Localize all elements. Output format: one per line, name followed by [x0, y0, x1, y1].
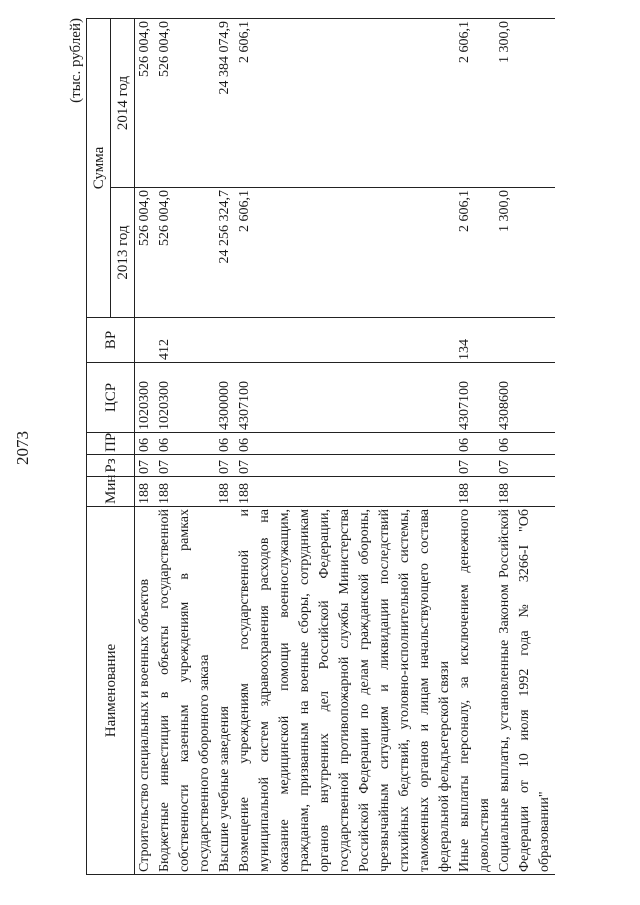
cell-csr: 4308600 [495, 363, 555, 433]
cell-name: Социальные выплаты, установленные Законом Российской Федерации от 10 июля 1992 года № 3266-I "Об образовании" [495, 507, 555, 875]
header-name: Наименование [87, 507, 135, 875]
header-pr: ПР [87, 433, 135, 455]
table-row [135, 18, 156, 874]
cell-name: Бюджетные инвестиции в объекты государственной собственности казенным учреждениям в рамках государственного оборонного заказа [155, 507, 215, 875]
cell-csr: 1020300 [135, 363, 156, 433]
cell-rz: 07 [155, 455, 215, 477]
cell-min: 188 [455, 477, 495, 507]
cell-y2013: 526 004,0 [155, 188, 215, 318]
cell-y2014: 1 300,0 [495, 18, 555, 187]
cell-y2013: 24 256 324,7 [215, 188, 235, 318]
cell-name: Высшие учебные заведения [215, 507, 235, 875]
cell-pr: 06 [155, 433, 215, 455]
cell-min: 188 [135, 477, 156, 507]
cell-min: 188 [495, 477, 555, 507]
cell-y2014: 24 384 074,9 [215, 18, 235, 187]
units-label: (тыс. рублей) [68, 18, 84, 103]
cell-y2014: 2 606,1 [455, 18, 495, 187]
cell-rz: 07 [135, 455, 156, 477]
cell-vr [135, 318, 156, 363]
header-sum: Сумма [87, 18, 111, 317]
cell-min: 188 [235, 477, 455, 507]
cell-min: 188 [215, 477, 235, 507]
table-row [215, 18, 235, 874]
page-number-text: 2073 [13, 431, 32, 465]
cell-y2013: 526 004,0 [135, 188, 156, 318]
budget-table [86, 18, 555, 875]
cell-pr: 06 [235, 433, 455, 455]
table-row [155, 18, 215, 874]
header-csr: ЦСР [87, 363, 135, 433]
cell-pr: 06 [455, 433, 495, 455]
header-vr: ВР [87, 318, 135, 363]
header-min: Мин [87, 477, 135, 507]
table-row [495, 18, 555, 874]
header-year-2013: 2013 год [111, 188, 135, 318]
header-year-2014: 2014 год [111, 18, 135, 187]
cell-vr: 412 [155, 318, 215, 363]
cell-pr: 06 [135, 433, 156, 455]
cell-vr [215, 318, 235, 363]
cell-csr: 4300000 [215, 363, 235, 433]
cell-rz: 07 [495, 455, 555, 477]
table-header-row [87, 18, 111, 874]
cell-y2014: 526 004,0 [155, 18, 215, 187]
table-body [135, 18, 556, 874]
cell-y2014: 526 004,0 [135, 18, 156, 187]
cell-vr [495, 318, 555, 363]
cell-csr: 1020300 [155, 363, 215, 433]
cell-vr [235, 318, 455, 363]
cell-csr: 4307100 [455, 363, 495, 433]
cell-y2013: 2 606,1 [235, 188, 455, 318]
cell-rz: 07 [455, 455, 495, 477]
cell-rz: 07 [235, 455, 455, 477]
cell-y2014: 2 606,1 [235, 18, 455, 187]
table-row [455, 18, 495, 874]
cell-y2013: 2 606,1 [455, 188, 495, 318]
cell-rz: 07 [215, 455, 235, 477]
cell-pr: 06 [495, 433, 555, 455]
cell-name: Строительство специальных и военных объектов [135, 507, 156, 875]
cell-pr: 06 [215, 433, 235, 455]
header-rz: Рз [87, 455, 135, 477]
cell-y2013: 1 300,0 [495, 188, 555, 318]
cell-vr: 134 [455, 318, 495, 363]
cell-name: Возмещение учреждениям государственной и муниципальной систем здравоохранения расходов на оказание медицинской помощи военнослужащим, гражданам, призванным на военные сборы, сотрудникам органов внутренних дел Российской Федерации, государственной противопожарной службы Министерства Российской Федерации по делам гражданской обороны, чрезвычайным ситуациям и ликвидации последствий стихийных бедствий, уголовно-исполнительной системы, таможенных органов и лицам начальствующего состава федеральной фельдъегерской связи [235, 507, 455, 875]
table-row [235, 18, 455, 874]
cell-min: 188 [155, 477, 215, 507]
cell-name: Иные выплаты персоналу, за исключением денежного довольствия [455, 507, 495, 875]
cell-csr: 4307100 [235, 363, 455, 433]
